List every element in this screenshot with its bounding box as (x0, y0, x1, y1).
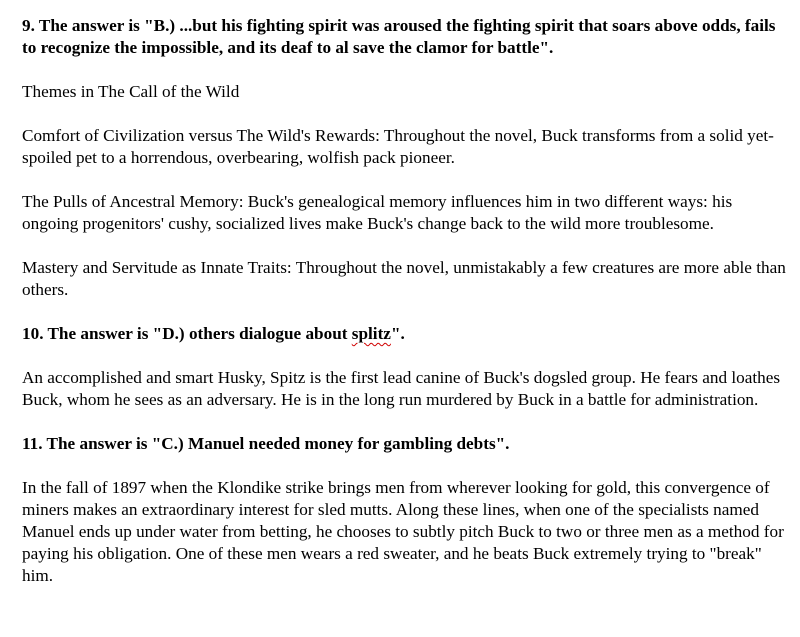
misspelled-word-splitz[interactable]: splitz (351, 324, 391, 343)
document-body (22, 15, 792, 609)
answer-9-heading: 9. The answer is "B.) ...but his fighting spirit was aroused the fighting spirit that soars above odds, fails to recognize the impossible, and its deaf to al save the clamor for battle". (22, 16, 776, 57)
answer-11-explanation: In the fall of 1897 when the Klondike strike brings men from wherever looking for gold, this convergence of miners makes an extraordinary interest for sled mutts. Along these lines, when one of the specialists named Manuel ends up under water from betting, he chooses to subtly pitch Buck to two or three men as a method for paying his obligation. One of these men wears a red sweater, and he beats Buck extremely trying to "break" him. (22, 478, 784, 585)
theme-mastery-servitude: Mastery and Servitude as Innate Traits: Throughout the novel, unmistakably a few creatures are more able than others. (22, 258, 786, 299)
answer-10-explanation: An accomplished and smart Husky, Spitz is the first lead canine of Buck's dogsled group. He fears and loathes Buck, whom he sees as an adversary. He is in the long run murdered by Buck in a battle for administration. (22, 368, 781, 409)
answer-10-heading-prefix: 10. The answer is "D.) others dialogue about (22, 324, 352, 343)
themes-title: Themes in The Call of the Wild (22, 82, 240, 101)
answer-10-heading-suffix: ". (390, 324, 405, 343)
answer-10-heading (22, 323, 792, 345)
theme-ancestral-memory: The Pulls of Ancestral Memory: Buck's genealogical memory influences him in two different ways: his ongoing progenitors' cushy, socialized lives make Buck's change back to the wild more troublesome. (22, 192, 733, 233)
theme-civilization-vs-wild: Comfort of Civilization versus The Wild's Rewards: Throughout the novel, Buck transforms from a solid yet-spoiled pet to a horrendous, overbearing, wolfish pack pioneer. (22, 126, 774, 167)
answer-11-heading: 11. The answer is "C.) Manuel needed money for gambling debts". (22, 434, 510, 453)
